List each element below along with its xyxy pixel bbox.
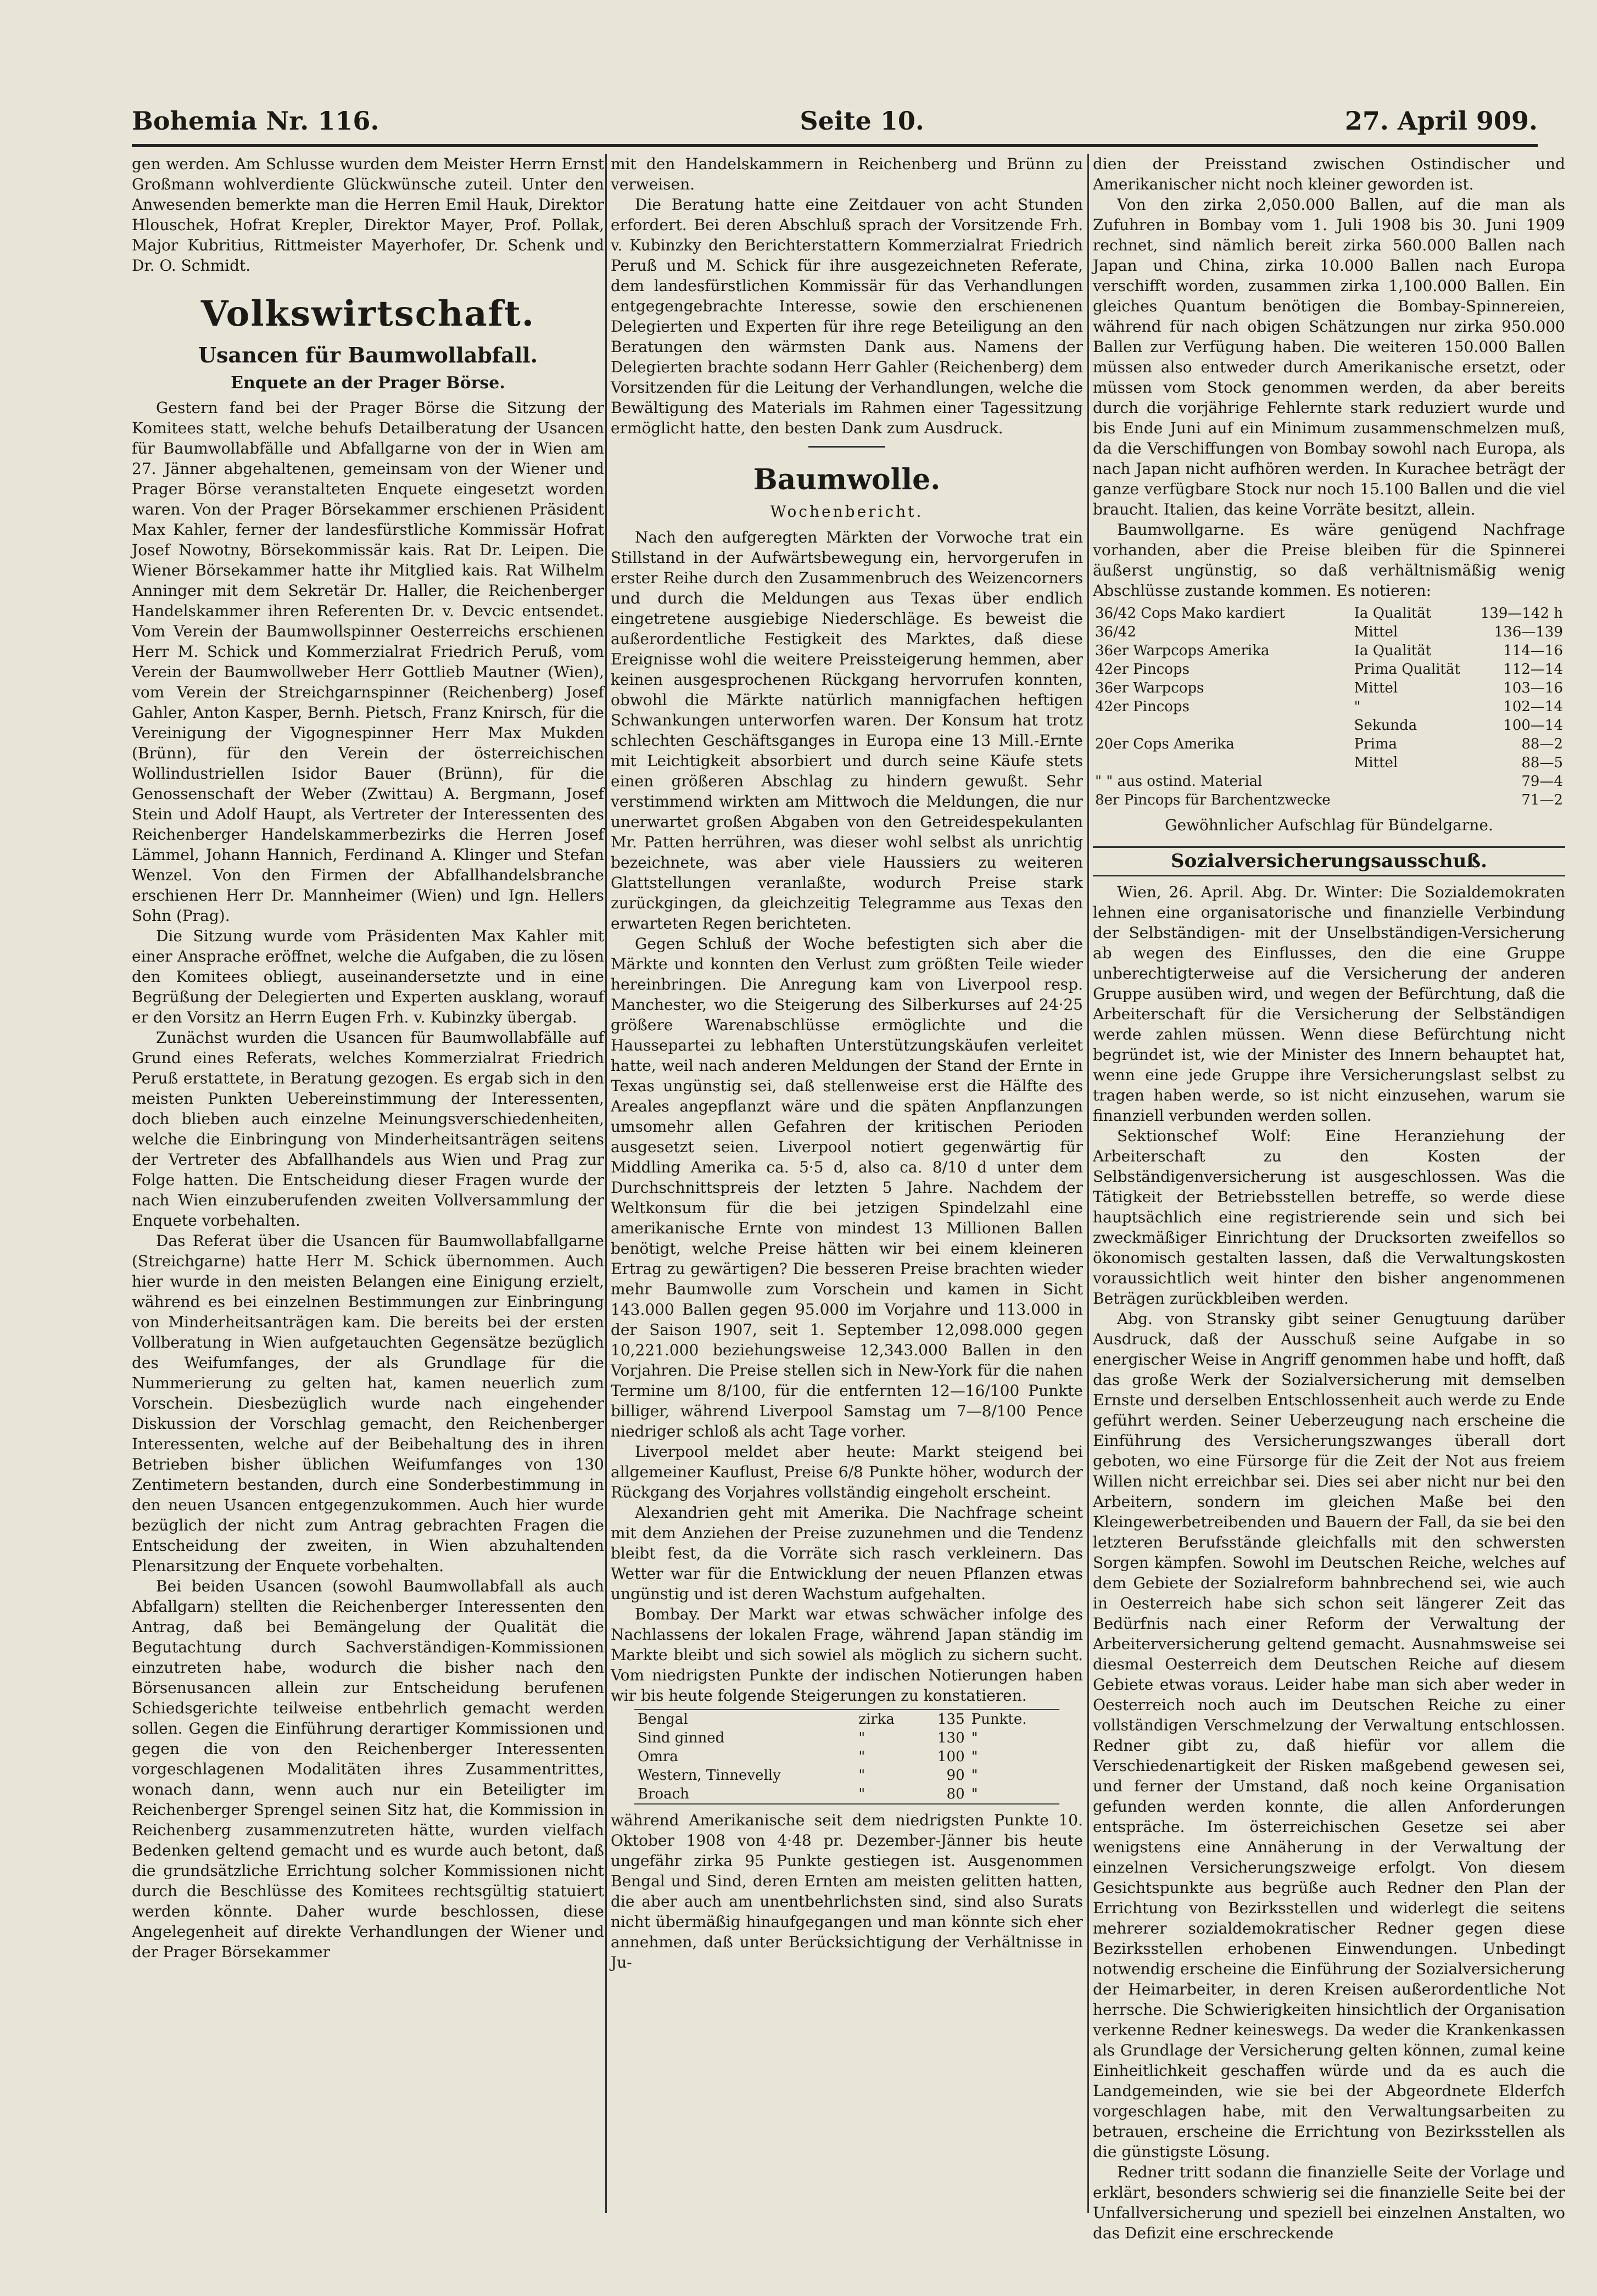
article-title: Baumwolle. xyxy=(753,463,941,496)
table-cell: 8er Pincops für Barchentzwecke xyxy=(1095,792,1331,808)
table-cell: Ia Qualität xyxy=(1354,643,1432,659)
table-cell: Prima xyxy=(1354,736,1398,752)
table-cell: Western, Tinnevelly xyxy=(638,1767,781,1784)
table-cell: 100—14 xyxy=(1503,717,1563,734)
table-cell: " xyxy=(855,1785,918,1804)
table-cell: " xyxy=(858,1767,865,1784)
bombay-price-table xyxy=(634,1709,1059,1805)
article-title: Usancen für Baumwollabfall. xyxy=(198,343,538,367)
article-title: Sozialversicherungsausschuß. xyxy=(1093,846,1565,876)
table-cell: Sekunda xyxy=(1354,717,1417,734)
table-cell: " xyxy=(971,1730,978,1746)
table-cell: 103—16 xyxy=(1503,680,1563,696)
article-paragraph: während Amerikanische seit dem niedrigsten Punkte 10. Oktober 1908 von 4·48 pr. Dezember-Jänner bis heute ungefähr zirka 95 Punkte gestiegen ist. Ausgenommen Bengal und Sind, deren Ernten am meisten gelitten hatten, die aber auch am unentbehrlichsten sind, sind also Surats nicht übermäßig hinaufgegangen und man könnte sich eher annehmen, daß unter Berücksichtigung der Verhältnisse in Ju- xyxy=(611,1811,1083,1971)
table-row xyxy=(1093,679,1565,697)
table-cell: " xyxy=(858,1730,865,1746)
article-paragraph: Gegen Schluß der Woche befestigten sich aber die Märkte und konnten den Verlust zum größten Teile wieder hereinbringen. Die Anregung kam von Liverpool resp. Manchester, wo die Steigerung des Silberkurses auf 24·25 größere Warenabschlüsse ermöglichte und die Haussepartei zu lebhaften Unterstützungskäufen verleitet hatte, weil nach anderen Meldungen der Stand der Ernte in Texas ungünstig sei, daß stellenweise erst die Hälfte des Areales angepflanzt wäre und die späten Anpflanzungen umsomehr allen Gefahren der kritischen Perioden ausgesetzt seien. Liverpool notiert gegenwärtig für Middling Amerika ca. 5·5 d, also ca. 8/10 d unter dem Durchschnittspreis der letzten 5 Jahre. Nachdem der Weltkonsum für die bei jetzigen Spindelzahl eine amerikanische Ernte von mindest 13 Millionen Ballen benötigt, welche Preise hätten wir bei einem kleineren Ertrag zu gewärtigen? Die besseren Preise brachten wieder mehr Baumwolle zum Vorschein und kamen in Sicht 143.000 Ballen gegen 95.000 im Vorjahre und 113.000 in der Saison 1907, seit 1. September 12,098.000 gegen 10,221.000 beziehungsweise 12,343.000 Ballen in den Vorjahren. Die Preise stellen sich in New-York für die nahen Termine um 8/100, für die entfernten 12—16/100 Punkte billiger, während Liverpool Samstag um 7—8/100 Pence niedriger schloß als acht Tage vorher. xyxy=(611,935,1083,1440)
table-cell: Ia Qualität xyxy=(1354,605,1432,622)
table-row xyxy=(1093,641,1565,660)
table-row xyxy=(1093,753,1565,772)
article-paragraph: mit den Handelskammern in Reichenberg und Brünn zu verweisen. xyxy=(611,155,1083,193)
table-cell: 79—4 xyxy=(1521,773,1563,790)
table-row xyxy=(1093,623,1565,641)
article-paragraph: Nach den aufgeregten Märkten der Vorwoche trat ein Stillstand in der Aufwärtsbewegung ein, hervorgerufen in erster Reihe durch den Zusammenbruch des Weizencorners und durch die Meldungen aus Texas über endlich eingetretene ausgiebige Niederschläge. Es beweist die außerordentliche Festigkeit des Marktes, daß diese Ereignisse wohl die weitere Preissteigerung hemmen, aber keinen ausgesprochenen Rückgang hervorrufen konnten, obwohl die Märkte natürlich mannigfachen heftigen Schwankungen unterworfen waren. Der Konsum hat trotz schlechten Geschäftsganges in Europa eine 13 Mill.-Ernte mit Leichtigkeit absorbiert und durch seine Käufe stets einen größeren Abschlag zu hindern gewußt. Sehr verstimmend wirkten am Mittwoch die Meldungen, die nur unerwartet großen Abgaben von den Getreidespekulanten Mr. Patten herrühren, was dieser wohl selbst als unrichtig bezeichnete, was aber viele Haussiers zu weiteren Glattstellungen veranlaßte, wodurch Preise stark zurückgingen, da gleichzeitig Telegramme aus Texas den erwarteten Regen berichteten. xyxy=(611,528,1083,932)
table-cell: " " aus ostind. Material xyxy=(1095,773,1263,790)
table-cell: Sind ginned xyxy=(638,1730,725,1746)
article-paragraph: Abg. von Stransky gibt seiner Genugtuung darüber Ausdruck, daß der Ausschuß seine Aufgabe in so energischer Weise in Angriff genommen habe und hofft, daß das große Werk der Sozialversicherung mit demselben Ernste und derselben Entschlossenheit auch werde zu Ende geführt werden. Seiner Ueberzeugung nach erscheine die Einführung des Versicherungszwanges überall dort geboten, wo eine Fürsorge für die Zeit der Not aus freiem Willen nicht erreichbar sei. Dies sei aber nicht nur bei den Arbeitern, sondern im gleichen Maße bei den Kleingewerbetreibenden und Bauern der Fall, da sie bei den letzteren Berufsstände gleichfalls mit den schwersten Sorgen kämpfen. Sowohl im Deutschen Reiche, welches auf dem Gebiete der Sozialreform bahnbrechend sei, wie auch in Oesterreich habe sich schon seit längerer Zeit das Bedürfnis nach einer Reform der Verwaltung der Arbeiterversicherung geltend gemacht. Ausnahmsweise sei diesmal Oesterreich dem Deutschen Reiche auf diesem Gebiete etwas voraus. Leider habe man sich aber weder in Oesterreich noch auch im Deutschen Reiche zu einer vollständigen Verschmelzung der Verwaltung entschlossen. Redner gibt zu, daß hiefür vor allem die Verschiedenartigkeit der Risken maßgebend gewesen sei, und ferner der Umstand, daß noch keine Organisation gefunden werden konnte, die allen Anforderungen entspräche. Im österreichischen Gesetze sei aber wenigstens eine Annäherung in der Verwaltung der einzelnen Versicherungszweige erfolgt. Von diesem Gesichtspunkte aus begrüße auch Redner den Plan der Errichtung von Bezirksstellen und widerlegt die seitens mehrerer sozialdemokratischer Redner gegen diese Bezirksstellen erhobenen Einwendungen. Unbedingt notwendig erscheine die Einführung der Sozialversicherung der Heimarbeiter, in deren Kreisen außerordentliche Not herrsche. Die Schwierigkeiten hinsichtlich der Organisation verkenne Redner keineswegs. Da weder die Krankenkassen als Grundlage der Versicherung gelten können, zumal keine Einheitlichkeit geschaffen würde und da es auch die Landgemeinden, wie sie bei der Abgeordnete Elderfch vorgeschlagen habe, mit den Verwaltungsarbeiten zu betrauen, erscheine die Errichtung von Bezirksstellen als die günstigste Lösung. xyxy=(1093,1310,1565,2161)
table-row xyxy=(1093,791,1565,809)
table-cell: " xyxy=(968,1785,1059,1804)
table-cell: " xyxy=(971,1748,978,1765)
table-cell: 135 xyxy=(918,1710,968,1729)
table-cell: Broach xyxy=(634,1785,855,1804)
table-cell: 20er Cops Amerika xyxy=(1095,736,1235,752)
article-subtitle: Wochenbericht. xyxy=(770,502,924,521)
article-paragraph: Baumwollgarne. Es wäre genügend Nachfrage vorhanden, aber die Preise bleiben für die Spinnerei äußerst ungünstig, so daß verhältnismäßig wenig Abschlüsse zustande kommen. Es notieren: xyxy=(1093,521,1565,600)
table-row xyxy=(634,1710,1059,1729)
article-paragraph: Wien, 26. April. Abg. Dr. Winter: Die Sozialdemokraten lehnen eine organisatorische und finanzielle Verbindung der Selbständigen- mit der Unselbständigen-Versicherung ab wegen des Einflusses, den die eine Gruppe unberechtigterweise auf die Versicherung der anderen Gruppe ausüben wird, und wegen der Befürchtung, daß die Arbeiterschaft für die Versicherung der Selbständigen werde zahlen müssen. Wenn diese Befürchtung nicht begründet ist, wie der Minister des Innern behauptet hat, wenn eine jede Gruppe ihre Versicherungslast selbst zu tragen haben werde, so ist nicht einzusehen, warum sie finanziell verbunden werden sollen. xyxy=(1093,883,1565,1125)
article-paragraph: Die Sitzung wurde vom Präsidenten Max Kahler mit einer Ansprache eröffnet, welche die Aufgaben, die zu lösen den Komitees obliegt, auseinandersetzte und in eine Begrüßung der Delegierten und Experten ausklang, worauf er den Vorsitz an Herrn Eugen Frh. v. Kubinzky übergab. xyxy=(132,927,604,1026)
table-cell: Bengal xyxy=(634,1710,855,1729)
table-cell: 88—2 xyxy=(1521,736,1563,752)
article-paragraph: Von den zirka 2,050.000 Ballen, auf die man als Zufuhren in Bombay vom 1. Juli 1908 bis 30. Juni 1909 rechnet, sind nämlich bereit zirka 560.000 Ballen nach Japan und China, zirka 10.000 Ballen nach Europa verschifft worden, zusammen zirka 1,100.000 Ballen. Ein gleiches Quantum benötigen die Bombay-Spinnereien, während für nach obigen Schätzungen nur zirka 950.000 Ballen zur Verfügung haben. Die weiteren 150.000 Ballen müssen also entweder durch Amerikanische ersetzt, oder müssen vom Stock genommen werden, da aber bereits durch die vorjährige Fehlernte stark reduziert wurde und bis Ende Juni auf ein Minimum zusammenschmelzen muß, da die Verschiffungen von Bombay sowohl nach Europa, als nach Japan nicht aufhören werden. In Kurachee beträgt der ganze verfügbare Stock nur noch 15.100 Ballen und die viel braucht. Italien, das keine Vorräte besitzt, allein. xyxy=(1093,195,1565,518)
yarn-quotes-table xyxy=(1093,604,1565,809)
table-cell: zirka xyxy=(855,1710,918,1729)
article-paragraph: Alexandrien geht mit Amerika. Die Nachfrage scheint mit dem Anziehen der Preise zuzunehmen und die Tendenz bleibt fest, da die Vorräte sich rasch verkleinern. Das Wetter war für die Entwicklung der neuen Pflanzen etwas ungünstig und ist deren Wachstum aufgehalten. xyxy=(611,1504,1083,1603)
article-paragraph: Sektionschef Wolf: Eine Heranziehung der Arbeiterschaft zu den Kosten der Selbständigenversicherung ist ausgeschlossen. Was die Tätigkeit der Betriebsstellen betreffe, so werde diese hauptsächlich eine registrierende sein und sich bei zweckmäßiger Einrichtung der Drucksorten zweifellos so ökonomisch gestalten lassen, daß die Verwaltungskosten voraussichtlich weit hinter den bisher angenommenen Beträgen zurückbleiben werden. xyxy=(1093,1127,1565,1308)
table-cell: 36/42 Cops Mako kardiert xyxy=(1095,605,1285,622)
table-row xyxy=(634,1729,1059,1747)
table-cell: 102—14 xyxy=(1503,699,1563,715)
table-cell: Mittel xyxy=(1354,624,1398,640)
table-cell: 36er Warpcops xyxy=(1095,680,1204,696)
table-row xyxy=(634,1766,1059,1785)
table-cell: 136—139 xyxy=(1494,624,1563,640)
header-page-number: Seite 10. xyxy=(800,106,924,136)
column-1 xyxy=(132,154,604,2213)
table-cell: Punkte. xyxy=(968,1710,1059,1729)
article-subtitle: Enquete an der Prager Börse. xyxy=(231,373,505,393)
column-2 xyxy=(611,154,1083,2213)
article-paragraph: dien der Preisstand zwischen Ostindischer und Amerikanischer nicht noch kleiner geworden ist. xyxy=(1093,155,1565,193)
column-3 xyxy=(1093,154,1565,2242)
intro-paragraph: gen werden. Am Schlusse wurden dem Meister Herrn Ernst Großmann wohlverdiente Glückwünsche zuteil. Unter den Anwesenden bemerkte man die Herren Emil Hauk, Direktor Hlouschek, Hofrat Krepler, Direktor Mayer, Prof. Pollak, Major Kubritius, Rittmeister Mayerhofer, Dr. Schenk und Dr. O. Schmidt. xyxy=(132,155,604,275)
table-cell: 114—16 xyxy=(1503,643,1563,659)
table-row xyxy=(1093,772,1565,791)
header-issue: Bohemia Nr. 116. xyxy=(132,106,379,136)
table-cell xyxy=(1093,716,1352,735)
table-cell: 88—5 xyxy=(1521,755,1563,771)
table-cell: " xyxy=(858,1748,865,1765)
article-divider xyxy=(808,446,885,448)
table-cell: Prima Qualität xyxy=(1354,661,1460,678)
article-paragraph: Bombay. Der Markt war etwas schwächer infolge des Nachlassens der lokalen Frage, während Japan ständig im Markte bleibt und sich sowiel als möglich zu sichern sucht. Vom niedrigsten Punkte der indischen Notierungen haben wir bis heute folgende Steigerungen zu konstatieren. xyxy=(611,1605,1083,1705)
section-title: Volkswirtschaft. xyxy=(200,293,535,334)
table-cell: 130 xyxy=(937,1730,965,1746)
table-row xyxy=(1093,660,1565,679)
article-paragraph: Die Beratung hatte eine Zeitdauer von acht Stunden erfordert. Bei deren Abschluß sprach der Vorsitzende Frh. v. Kubinzky den Berichterstattern Kommerzialrat Friedrich Peruß und M. Schick für ihre ausgezeichneten Referate, dem landesfürstlichen Kommissär für das Verhandlungen entgegengebrachte Interesse, sowie den erschienenen Delegierten und Experten für ihre rege Beteiligung an den Beratungen den wärmsten Dank aus. Namens der Delegierten brachte sodann Herr Gahler (Reichenberg) dem Vorsitzenden für die Leitung der Verhandlungen, welche die Bewältigung des Materials im Rahmen einer Tagessitzung ermöglicht hatte, den besten Dank zum Ausdruck. xyxy=(611,195,1083,437)
table-cell: Mittel xyxy=(1354,755,1398,771)
table-row xyxy=(634,1747,1059,1766)
table-cell: 139—142 h xyxy=(1480,605,1563,622)
table-cell xyxy=(1352,772,1471,791)
article-paragraph: Redner tritt sodann die finanzielle Seite der Vorlage und erklärt, besonders schwierig sei die finanzielle Seite bei der Unfallversicherung und speziell bei einzelnen Anstalten, wo das Defizit eine erschreckende xyxy=(1093,2163,1565,2242)
table-cell: 71—2 xyxy=(1521,792,1563,808)
page-header xyxy=(132,99,1538,143)
table-row xyxy=(1093,716,1565,735)
table-cell: 36/42 xyxy=(1095,624,1136,640)
table-cell xyxy=(1093,753,1352,772)
table-cell: 90 xyxy=(946,1767,965,1784)
table-row xyxy=(634,1785,1059,1804)
table-cell xyxy=(1352,791,1471,809)
article-paragraph: Gestern fand bei der Prager Börse die Sitzung der Komitees statt, welche behufs Detailberatung der Usancen für Baumwollabfälle und Abfallgarne von der in Wien am 27. Jänner abgehaltenen, gemeinsam von der Wiener und Prager Börse veranstalteten Enquete eingesetzt worden waren. Von der Prager Börsekammer erschienen Präsident Max Kahler, ferner der landesfürstliche Kommissär Hofrat Josef Nowotny, Börsekommissär kais. Rat Dr. Leipen. Die Wiener Börsekammer hatte ihr Mitglied kais. Rat Wilhelm Anninger mit dem Sekretär Dr. Haller, die Reichenberger Handelskammer ihren Referenten Dr. v. Devcic entsendet. Vom Verein der Baumwollspinner Oesterreichs erschienen Herr M. Schick und Kommerzialrat Friedrich Peruß, vom Verein der Baumwollweber Herr Gottlieb Mautner (Wien), vom Verein der Streichgarnspinner (Reichenberg) Josef Gahler, Anton Kasper, Bernh. Pietsch, Franz Knirsch, für die Vereinigung der Vigognespinner Herr Max Mukden (Brünn), für den Verein der österreichischen Wollindustriellen Isidor Bauer (Brünn), für die Genossenschaft der Weber (Zwittau) A. Bergmann, Josef Stein und Adolf Haupt, als Vertreter der Interessenten des Reichenberger Handelskammerbezirks die Herren Josef Lämmel, Johann Hannich, Ferdinand A. Klinger und Stefan Wenzel. Von den Firmen der Abfallhandelsbranche erschienen Herr Dr. Mannheimer (Wien) und Ign. Hellers Sohn (Prag). xyxy=(132,399,604,925)
table-cell: " xyxy=(1354,699,1361,715)
table-row xyxy=(1093,604,1565,623)
column-divider xyxy=(605,154,607,2213)
header-date: 27. April 909. xyxy=(1344,106,1538,136)
column-divider xyxy=(1087,154,1089,2213)
table-cell: 80 xyxy=(918,1785,968,1804)
table-cell: 42er Pincops xyxy=(1095,699,1190,715)
article-paragraph: Bei beiden Usancen (sowohl Baumwollabfall als auch Abfallgarn) stellten die Reichenberger Interessenten den Antrag, daß bei Bemängelung der Qualität die Begutachtung durch Sachverständigen-Kommissionen einzutreten habe, wodurch die bisher nach den Börsenusancen allein zur Entscheidung berufenen Schiedsgerichte teilweise entbehrlich gemacht werden sollen. Gegen die Einführung derartiger Kommissionen und gegen die von den Reichenberger Interessenten vorgeschlagenen Modalitäten ihres Zusammentrittes, wonach dann, wenn auch nur ein Beteiligter im Reichenberger Sprengel seinen Sitz hat, die Kommission in Reichenberg zusammenzutreten hätte, wurden vielfach Bedenken geltend gemacht und es wurde auch betont, daß die grundsätzliche Errichtung solcher Kommissionen nicht durch die Beschlüsse des Komitees rechtsgültig statuiert werden könnte. Daher wurde beschlossen, diese Angelegenheit auf direkte Verhandlungen der Wiener und der Prager Börsekammer xyxy=(132,1577,604,1961)
table-row xyxy=(1093,735,1565,753)
table-cell: 42er Pincops xyxy=(1095,661,1190,678)
table-cell: Omra xyxy=(638,1748,678,1765)
table-cell: 36er Warpcops Amerika xyxy=(1095,643,1270,659)
article-paragraph: Das Referat über die Usancen für Baumwollabfallgarne (Streichgarne) hatte Herr M. Schick übernommen. Auch hier wurde in den meisten Belangen eine Einigung erzielt, während es bei einzelnen Bestimmungen zur Einbringung von Minderheitsanträgen kam. Die bereits bei der ersten Vollberatung in Wien aufgetauchten Gegensätze bezüglich des Weifumfanges, der als Grundlage für die Nummerierung zu gelten hat, kamen neuerlich zum Vorschein. Diesbezüglich wurde nach eingehender Diskussion der Vorschlag gemacht, den Reichenberger Interessenten, welche auf der Beibehaltung des in ihren Betrieben bisher üblichen Weifumfanges von 130 Zentimetern bestanden, durch eine Sonderbestimmung in den neuen Usancen entgegenzukommen. Auch hier wurde bezüglich der nicht zum Antrag gebrachten Fragen die Entscheidung der zweiten, in Wien abzuhaltenden Plenarsitzung der Enquete vorbehalten. xyxy=(132,1232,604,1575)
table-cell: Mittel xyxy=(1354,680,1398,696)
table-cell: 100 xyxy=(937,1748,965,1765)
header-divider xyxy=(132,144,1538,147)
article-paragraph: Liverpool meldet aber heute: Markt steigend bei allgemeiner Kauflust, Preise 6/8 Punkte höher, wodurch der Rückgang des Vorjahres vollständig eingeholt erscheint. xyxy=(611,1443,1083,1501)
quotes-footnote: Gewöhnlicher Aufschlag für Bündelgarne. xyxy=(1165,816,1493,834)
table-row xyxy=(1093,697,1565,716)
article-paragraph: Zunächst wurden die Usancen für Baumwollabfälle auf Grund eines Referats, welches Kommerzialrat Friedrich Peruß erstattete, in Beratung gezogen. Es ergab sich in den meisten Punkten Uebereinstimmung der Interessenten, doch blieben auch einzelne Meinungsverschiedenheiten, welche die Einbringung von Minderheitsanträgen seitens der Vertreter des Abfallhandels aus Wien und Prag zur Folge hatten. Die Entscheidung dieser Fragen wurde der nach Wien einzuberufenden zweiten Vollversammlung der Enquete vorbehalten. xyxy=(132,1029,604,1230)
table-cell: " xyxy=(971,1767,978,1784)
table-cell: 112—14 xyxy=(1503,661,1563,678)
